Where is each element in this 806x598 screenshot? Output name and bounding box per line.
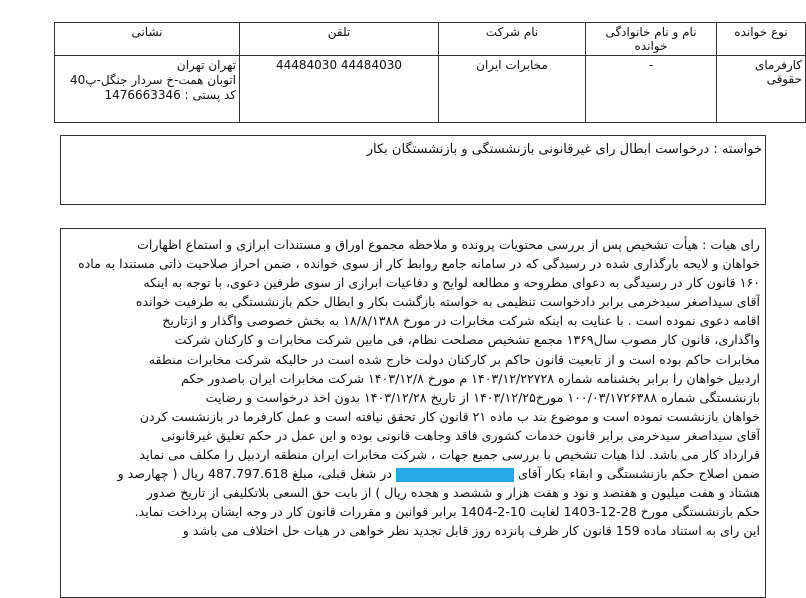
ruling-line: ۱۶۰ قانون کار در رسیدگی به دعوای مطروحه و مطالعه لوایح و دفاعیات ابرازی از سوی طرفین دعوی، با توجه به اینکه <box>143 275 760 291</box>
cell-company-name: مخابرات ایران <box>439 56 586 123</box>
header-phone: تلفن <box>240 23 439 56</box>
header-company-name: نام شرکت <box>439 23 586 56</box>
ruling-line: حکم بازنشستگی مورخ 28-12-1403 لغایت 10-2-1404 برابر قوانین و مقررات قانون کار در وجه ایشان پرداخت نماید. <box>134 504 760 520</box>
ruling-box <box>60 228 766 598</box>
cell-address <box>55 56 240 123</box>
ruling-line: آقای سیداصغر سیدخرمی برابر دادخواست تنظیمی به خواسته بازگشت بکار و ابطال حکم بازنشستگی به طرفیت خوانده <box>135 294 760 310</box>
address-line-street: اتوبان همت-خ سردار جنگل-پ40 <box>69 73 236 87</box>
cell-defendant-type: کارفرمای حقوقی <box>717 56 806 123</box>
ruling-line-part-after: در شغل قبلی، مبلغ 487.797.618 ریال ( چهارصد و <box>117 466 392 482</box>
ruling-line: هشتاد و هفت میلیون و هفتصد و نود و هفت هزار و ششصد و هجده ریال ) از بابت حق السعی بلاتکلیفی از تاریخ صدور <box>146 485 760 501</box>
ruling-line: اقامه دعوی نموده است . با عنایت به اینکه شرکت مخابرات در مورخ ۱۸/۸/۱۳۸۸ به بخش خصوصی واگذار و ازتاریخ <box>162 313 760 329</box>
request-box <box>60 135 766 205</box>
header-address: نشانی <box>55 23 240 56</box>
ruling-line: رای هیات : هیأت تشخیص پس از بررسی محتویات پرونده و ملاحظه مجموع اوراق و مستندات ابرازی و استماع اظهارات <box>137 237 760 252</box>
ruling-line: آقای سیداصغر سیدخرمی برابر قانون خدمات کشوری فاقد وجاهت قانونی بوده و این عمل در حکم تعلیق غیرقانونی <box>161 427 760 443</box>
defendant-table-header <box>55 23 806 56</box>
header-defendant-type: نوع خوانده <box>717 23 806 56</box>
ruling-line: مخابرات حاکم بوده است و از تابعیت قانون حاکم بر کارکنان دولت خارج شده است در حالیکه شرکت مخابرات منطقه <box>148 351 760 367</box>
ruling-line-redacted <box>66 464 760 483</box>
redaction-block <box>396 468 514 482</box>
ruling-line-part-before: ضمن اصلاح حکم بازنشستگی و ابقاء بکار آقای <box>518 466 760 482</box>
cell-defendant-name: - <box>586 56 717 123</box>
address-line-postal: کد پستی : 1476663346 <box>104 88 236 102</box>
ruling-line: قرارداد کار می باشد. لذا هیات تشخیص با بررسی جمیع جهات ، شرکت مخابرات ایران منطقه اردبیل را مکلف می نماید <box>139 447 760 463</box>
address-line-city: تهران تهران <box>176 58 236 72</box>
ruling-line: اردبیل خواهان را برابر بخشنامه شماره ۱۴۰۳/۱۲/۲۲۷۲۸ م مورخ ۱۴۰۳/۱۲/۸ شرکت مخابرات ایران باصدور حکم <box>181 370 760 386</box>
ruling-line: خواهان و لایحه بارگذاری شده در رسیدگی که در سامانه جامع روابط کار از سوی خوانده ، ضمن احراز صلاحیت ذاتی مستندا به ماده <box>78 256 760 272</box>
ruling-line: خواهان بازنشست نموده است و موضوع بند ب ماده ۲۱ قانون کار تحقق نیافته است و عمل کارفرما در بازنشست کردن <box>139 408 760 424</box>
ruling-line: واگذاری، قانون کار مصوب سال۱۳۶۹ مجمع تشخیص مصلحت نظام، فی مابین شرکت مخابرات و کارکنان شرکت <box>174 332 760 348</box>
header-defendant-name: نام و نام خانوادگی خوانده <box>586 23 717 56</box>
table-row <box>55 56 806 123</box>
ruling-line: این رای به استناد ماده 159 قانون کار ظرف پانزده روز قابل تجدید نظر خواهی در هیات حل اختلاف می باشد و <box>182 523 760 539</box>
ruling-line: بازنشستگی شماره ۱۰۰/۰۳/۱۷۲۶۳۸۸ مورخ۱۴۰۳/۱۲/۲۵ از تاریخ ۱۴۰۳/۱۲/۲۸ بدون اخذ درخواست و رضایت <box>205 389 760 405</box>
cell-phone: 44484030 44484030 <box>240 56 439 123</box>
defendant-table <box>54 22 806 123</box>
request-text: خواسته : درخواست ابطال رای غیرقانونی بازنشستگی و بازنشستگان بکار <box>366 142 762 157</box>
